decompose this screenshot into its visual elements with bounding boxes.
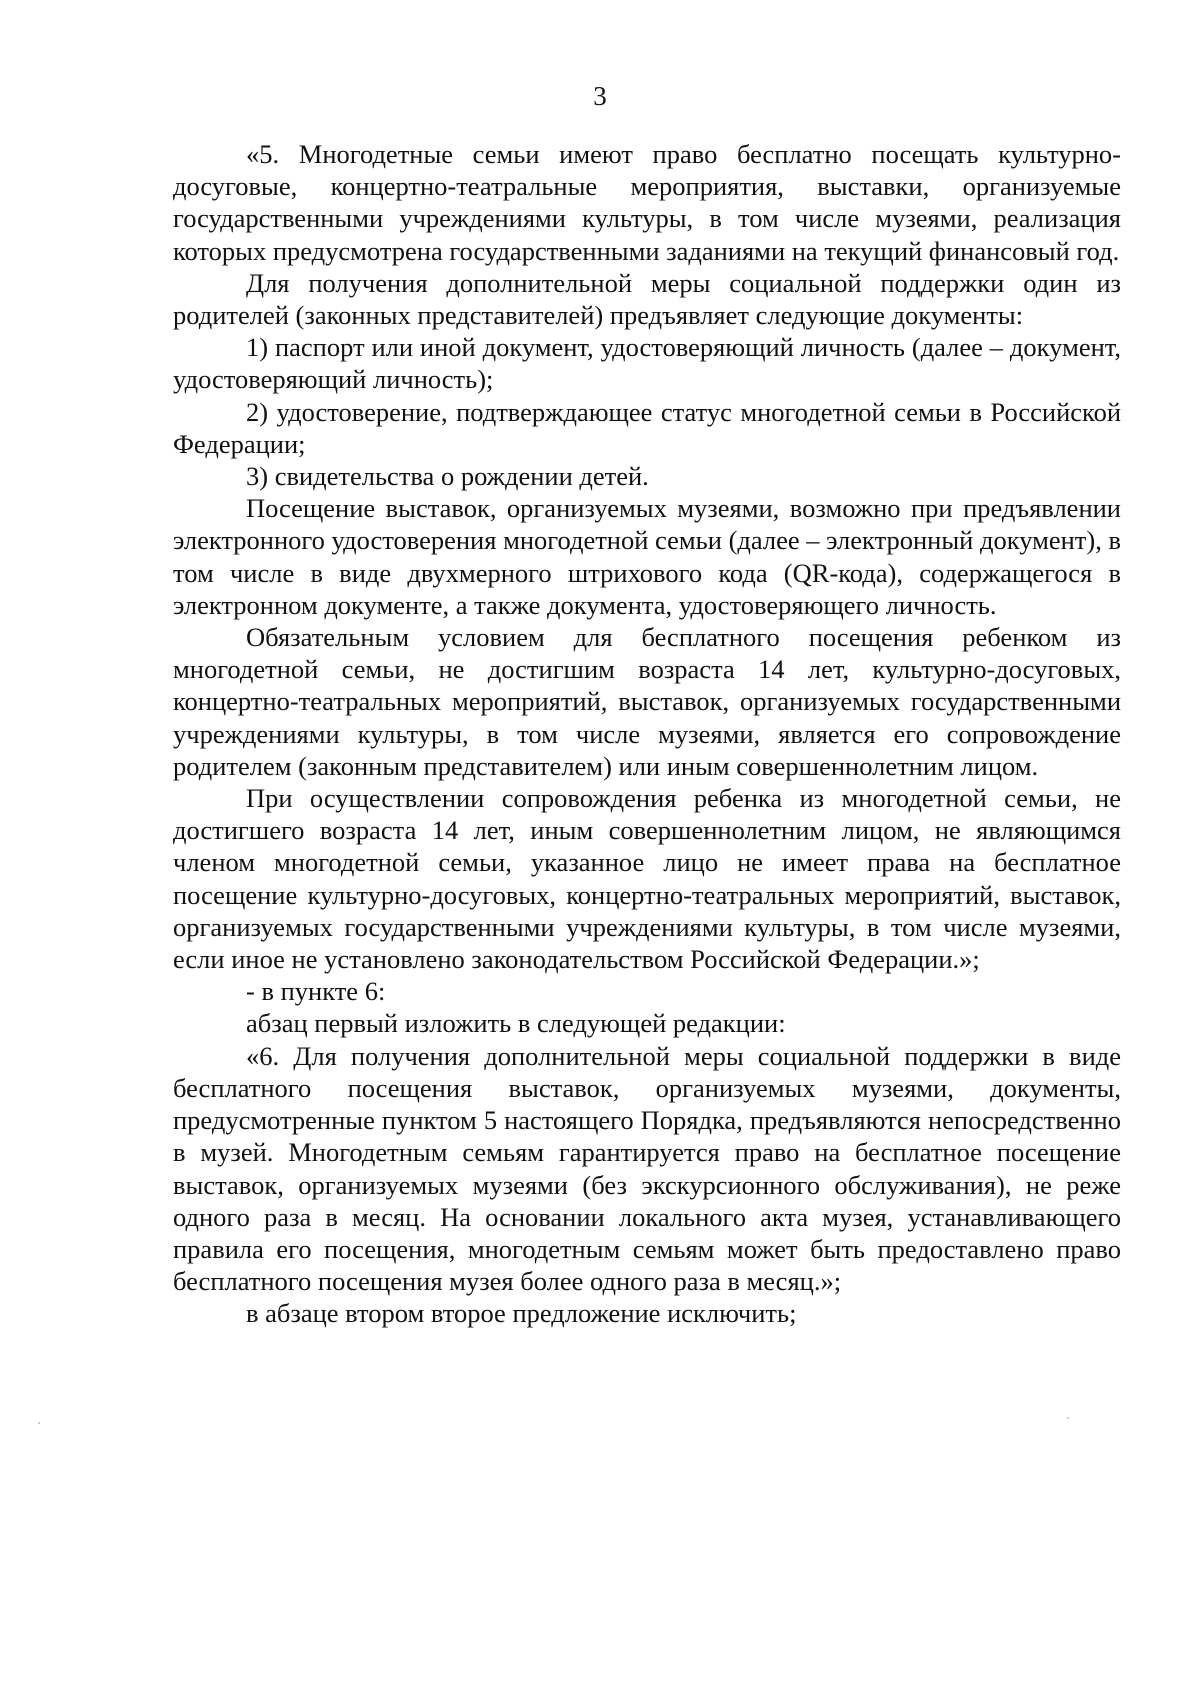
- document-body: [173, 138, 1121, 1330]
- list-item-passport: 1) паспорт или иной документ, удостоверяющий личность (далее – документ, удостоверяющий личность);: [173, 332, 1121, 395]
- paragraph-museum-visits: Посещение выставок, организуемых музеями, возможно при предъявлении электронного удостоверения многодетной семьи (далее – электронный документ), в том числе в виде двухмерного штрихового кода (QR-кода), содержащегося в электронном документе, а также документа, удостоверяющего личность.: [173, 493, 1121, 620]
- list-item-birth-certificates: 3) свидетельства о рождении детей.: [246, 461, 649, 492]
- paragraph-point-6: - в пункте 6:: [246, 976, 386, 1007]
- scan-speck: [38, 1422, 40, 1424]
- paragraph-clause-6: «6. Для получения дополнительной меры социальной поддержки в виде бесплатного посещения выставок, организуемых музеями, документы, предусмотренные пунктом 5 настоящего Порядка, предъявляются непосредственно в музей. Многодетным семьям гарантируется право на бесплатное посещение выставок, организуемых музеями (без экскурсионного обслуживания), не реже одного раза в месяц. На основании локального акта музея, устанавливающего правила его посещения, многодетным семьям может быть предоставлено право бесплатного посещения музея более одного раза в месяц.»;: [173, 1040, 1121, 1297]
- page-number: 3: [593, 81, 607, 111]
- paragraph-accompaniment: При осуществлении сопровождения ребенка из многодетной семьи, не достигшего возраста 14 лет, иным совершеннолетним лицом, не являющимся членом многодетной семьи, указанное лицо не имеет права на бесплатное посещение культурно-досуговых, концертно-театральных мероприятий, выставок, организуемых государственными учреждениями культуры, в том числе музеями, если иное не установлено законодательством Российской Федерации.»;: [173, 783, 1121, 975]
- paragraph-second-abzac: в абзаце втором второе предложение исключить;: [246, 1298, 797, 1329]
- paragraph-mandatory-condition: Обязательным условием для бесплатного посещения ребенком из многодетной семьи, не достигшим возраста 14 лет, культурно-досуговых, концертно-театральных мероприятий, выставок, организуемых государственными учреждениями культуры, в том числе музеями, является его сопровождение родителем (законным представителем) или иным совершеннолетним лицом.: [173, 622, 1121, 781]
- paragraph-clause-5: «5. Многодетные семьи имеют право бесплатно посещать культурно-досуговые, концертно-театральные мероприятия, выставки, организуемые государственными учреждениями культуры, в том числе музеями, реализация которых предусмотрена государственными заданиями на текущий финансовый год.: [173, 139, 1121, 266]
- paragraph-first-abzac: абзац первый изложить в следующей редакции:: [246, 1008, 786, 1039]
- list-item-certificate: 2) удостоверение, подтверждающее статус многодетной семьи в Российской Федерации;: [173, 396, 1121, 459]
- paragraph-documents-intro: Для получения дополнительной меры социальной поддержки один из родителей (законных представителей) предъявляет следующие документы:: [173, 267, 1121, 331]
- scan-speck: [1067, 1417, 1069, 1419]
